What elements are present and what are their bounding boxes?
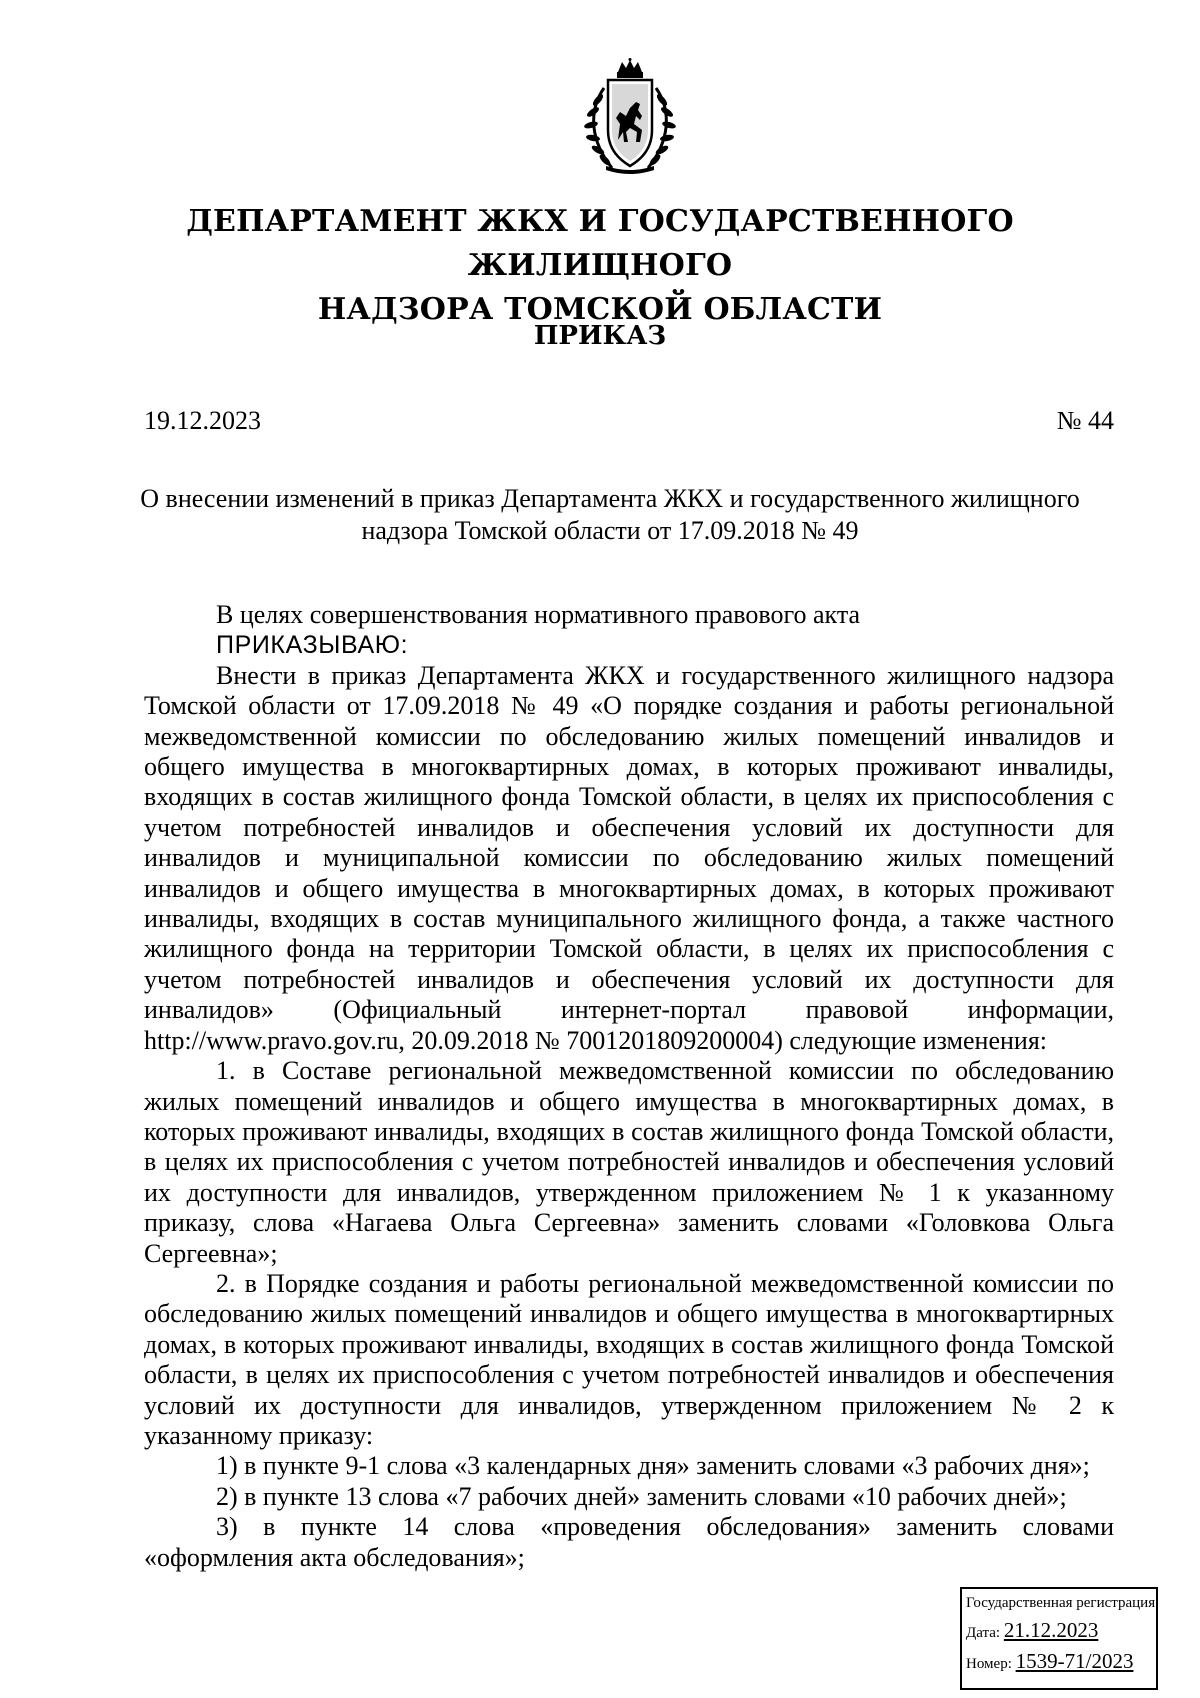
purpose-paragraph: В целях совершенствования нормативного правового акта xyxy=(216,600,861,629)
registration-date-row xyxy=(966,1613,1152,1650)
order-subject-line-2: надзора Томской области от 17.09.2018 № 49 xyxy=(361,516,859,545)
department-title-line-2: НАДЗОРА ТОМСКОЙ ОБЛАСТИ xyxy=(317,292,883,327)
registration-date-value: 21.12.2023 xyxy=(1003,1618,1099,1642)
registration-number-label: Номер: xyxy=(966,1656,1012,1672)
registration-stamp-title: Государственная регистрация xyxy=(966,1595,1156,1611)
subitem-1-paragraph: 1) в пункте 9-1 слова «3 календарных дня» заменить словами «3 рабочих дня»; xyxy=(216,1451,1090,1481)
document-type-heading: ПРИКАЗ xyxy=(533,321,667,351)
order-subject xyxy=(110,483,1110,547)
tomsk-oblast-coat-of-arms-icon xyxy=(560,58,700,178)
item-2-paragraph: 2. в Порядке создания и работы региональной межведомственной комиссии по обследованию жилых помещений инвалидов и общего имущества в многоквартирных домах, в которых проживают инвалиды, входящих в состав жилищного фонда Томской области, в целях их приспособления с учетом потребностей инвалидов и обеспечения условий их доступности для инвалидов, утвержденном приложением № 2 к указанному приказу: xyxy=(144,1268,1114,1450)
department-title-line-1: ДЕПАРТАМЕНТ ЖКХ И ГОСУДАРСТВЕННОГО ЖИЛИЩНОГО xyxy=(186,204,1014,283)
subitem-2-paragraph: 2) в пункте 13 слова «7 рабочих дней» заменить словами «10 рабочих дней»; xyxy=(216,1481,1067,1511)
subitem-3-paragraph: 3) в пункте 14 слова «проведения обследования» заменить словами «оформления акта обследования»; xyxy=(144,1512,1114,1572)
order-date: 19.12.2023 xyxy=(144,406,261,435)
registration-number-row xyxy=(966,1650,1152,1675)
department-title xyxy=(100,200,1100,332)
registration-date-label: Дата: xyxy=(966,1625,1001,1641)
order-word: ПРИКАЗЫВАЮ: xyxy=(216,631,409,660)
order-number: № 44 xyxy=(1056,406,1114,435)
registration-stamp xyxy=(960,1587,1158,1690)
item-1-paragraph: 1. в Составе региональной межведомственной комиссии по обследованию жилых помещений инвалидов и общего имущества в многоквартирных домах, в которых проживают инвалиды, входящих в состав жилищного фонда Томской области, в целях их приспособления с учетом потребностей инвалидов и обеспечения условий их доступности для инвалидов, утвержденном приложением № 1 к указанному приказу, слова «Нагаева Ольга Сергеевна» заменить словами «Головкова Ольга Сергеевна»; xyxy=(144,1056,1114,1268)
intro-paragraph: Внести в приказ Департамента ЖКХ и государственного жилищного надзора Томской области от 17.09.2018 № 49 «О порядке создания и работы региональной межведомственной комиссии по обследованию жилых помещений инвалидов и общего имущества в многоквартирных домах, в которых проживают инвалиды, входящих в состав жилищного фонда Томской области, в целях их приспособления с учетом потребностей инвалидов и обеспечения условий их доступности для инвалидов и муниципальной комиссии по обследованию жилых помещений инвалидов и общего имущества в многоквартирных домах, в которых проживают инвалиды, входящих в состав муниципального жилищного фонда, а также частного жилищного фонда на территории Томской области, в целях их приспособления с учетом потребностей инвалидов и обеспечения условий их доступности для инвалидов» (Официальный интернет-портал правовой информации, http://www.pravo.gov.ru, 20.09.2018 № 7001201809200004) следующие изменения: xyxy=(144,660,1114,1055)
order-subject-line-1: О внесении изменений в приказ Департамента ЖКХ и государственного жилищного xyxy=(140,484,1080,513)
order-body xyxy=(144,600,1114,1573)
registration-number-value: 1539-71/2023 xyxy=(1015,1649,1134,1673)
